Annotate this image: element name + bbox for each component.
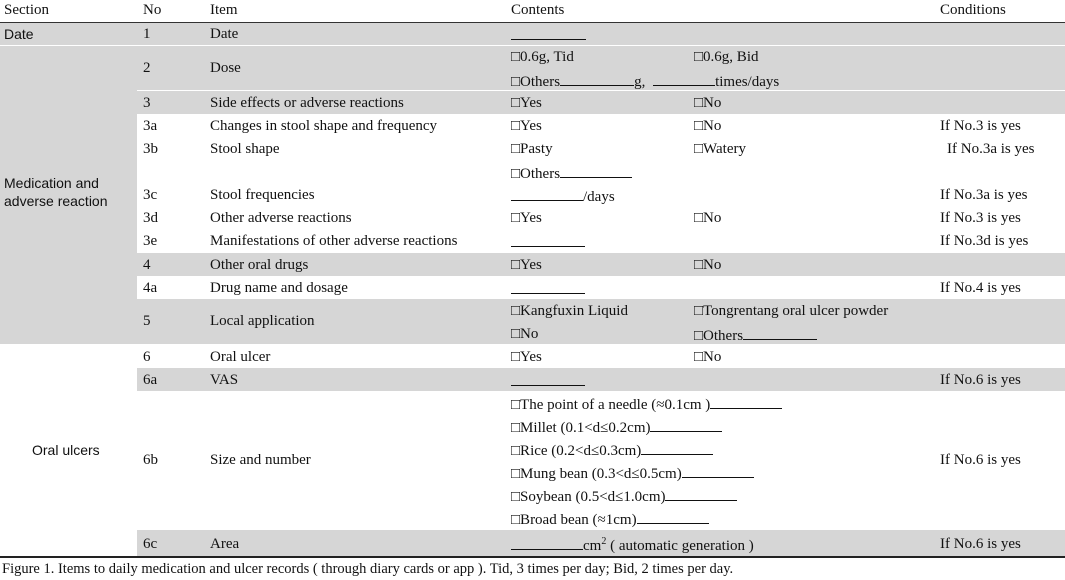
table-bottom-rule [0,556,1065,558]
row-1-item: Date [210,26,239,42]
section-medication [4,174,108,210]
row-6-no: 6 [143,349,151,365]
row-3-yes: □Yes [511,95,542,111]
row-3d-yes: □Yes [511,210,542,226]
row-5-no-opt: □No [511,326,539,342]
row-2-others: □Others [511,74,561,90]
row-4-yes: □Yes [511,257,542,273]
row-6b-size-label: □Mung bean (0.3<d≤0.5cm) [511,466,682,482]
row-6c-area-line [511,535,754,555]
row-5-others-line [694,325,817,345]
band-row-6a [137,368,1065,391]
header-no: No [143,2,162,18]
row-2-opt-bid: □0.6g, Bid [694,49,759,65]
row-6b-size-1 [511,394,782,414]
row-3e-no: 3e [143,233,158,249]
row-3d-cond: If No.3 is yes [940,210,1021,226]
row-6b-cond: If No.6 is yes [940,452,1021,468]
row-1-no: 1 [143,26,151,42]
row-6b-size-label: □Millet (0.1<d≤0.2cm) [511,420,651,436]
band-row-1 [137,23,1065,45]
row-6-yes: □Yes [511,349,542,365]
row-6c-unit: cm [583,538,602,554]
row-6a-item: VAS [210,372,239,388]
row-6b-size-label: □Soybean (0.5<d≤1.0cm) [511,489,666,505]
row-3b-others-line [511,163,632,183]
row-6b-item: Size and number [210,452,311,468]
row-3d-no: 3d [143,210,158,226]
row-3e-cond: If No.3d is yes [940,233,1029,249]
row-3a-no-opt: □No [694,118,722,134]
row-3-no: 3 [143,95,151,111]
row-4-no: 4 [143,257,151,273]
row-6b-size-label: □Broad bean (≈1cm) [511,512,637,528]
row-6c-cond: If No.6 is yes [940,536,1021,552]
row-6a-no: 6a [143,372,158,388]
row-3b-cond: If No.3a is yes [947,141,1035,157]
row-2-times: times/days [715,74,780,90]
row-3b-watery: □Watery [694,141,746,157]
row-4a-no: 4a [143,280,158,296]
header-conditions: Conditions [940,2,1006,18]
row-3e-item: Manifestations of other adverse reactions [210,233,458,249]
row-5-no: 5 [143,313,151,329]
row-6a-blank [511,371,585,391]
row-6b-size-4 [511,463,754,483]
figure-caption: Figure 1. Items to daily medication and ulcer records ( through diary cards or app ). Tid, 3 times per day; Bid, 2 times per day. [2,561,734,577]
row-6b-size-3 [511,440,713,460]
row-6b-size-2 [511,417,722,437]
row-6b-size-label: □Rice (0.2<d≤0.3cm) [511,443,642,459]
row-6b-no: 6b [143,452,158,468]
row-4a-cond: If No.4 is yes [940,280,1021,296]
row-6b-size-label: □The point of a needle (≈0.1cm ) [511,397,711,413]
row-3-no-opt: □No [694,95,722,111]
row-3d-item: Other adverse reactions [210,210,352,226]
row-3b-item: Stool shape [210,141,280,157]
row-4-item: Other oral drugs [210,257,309,273]
row-3a-no: 3a [143,118,158,134]
row-2-opt-tid: □0.6g, Tid [511,49,574,65]
section-oral-ulcers: Oral ulcers [32,442,100,458]
row-1-date-blank [511,25,586,45]
row-3d-no-opt: □No [694,210,722,226]
row-6c-note: ( automatic generation ) [610,538,754,554]
row-3b-no: 3b [143,141,158,157]
row-3a-cond: If No.3 is yes [940,118,1021,134]
row-6a-cond: If No.6 is yes [940,372,1021,388]
row-5-kangfuxin: □Kangfuxin Liquid [511,303,628,319]
row-3e-blank [511,232,585,252]
header-item: Item [210,2,238,18]
row-3c-item: Stool frequencies [210,187,315,203]
row-6b-size-5 [511,486,737,506]
row-3c-unit: /days [583,189,615,205]
row-3a-yes: □Yes [511,118,542,134]
row-3c-no: 3c [143,187,158,203]
row-2-g: g, [634,74,646,90]
row-2-others-line [511,71,779,91]
row-3a-item: Changes in stool shape and frequency [210,118,438,134]
row-3b-pasty: □Pasty [511,141,553,157]
row-2-no: 2 [143,60,151,76]
row-2-item: Dose [210,60,241,76]
row-4a-blank [511,279,585,299]
section-medication-line1: Medication and [4,175,99,191]
row-6-item: Oral ulcer [210,349,271,365]
row-3c-freq-line [511,186,615,206]
row-6b-size-6 [511,509,709,529]
header-contents: Contents [511,2,565,18]
row-6c-item: Area [210,536,240,552]
row-5-item: Local application [210,313,315,329]
row-6c-sup: 2 [601,536,607,547]
row-4-no-opt: □No [694,257,722,273]
table-header [0,0,1065,23]
row-3b-others: □Others [511,166,561,182]
row-4a-item: Drug name and dosage [210,280,348,296]
row-5-others: □Others [694,328,744,344]
section-date: Date [4,26,34,42]
row-3c-cond: If No.3a is yes [940,187,1028,203]
row-3-item: Side effects or adverse reactions [210,95,404,111]
row-5-tongrentang: □Tongrentang oral ulcer powder [694,303,889,319]
row-6-no-opt: □No [694,349,722,365]
row-6c-no: 6c [143,536,158,552]
header-section: Section [4,2,49,18]
section-medication-line2: adverse reaction [4,193,108,209]
